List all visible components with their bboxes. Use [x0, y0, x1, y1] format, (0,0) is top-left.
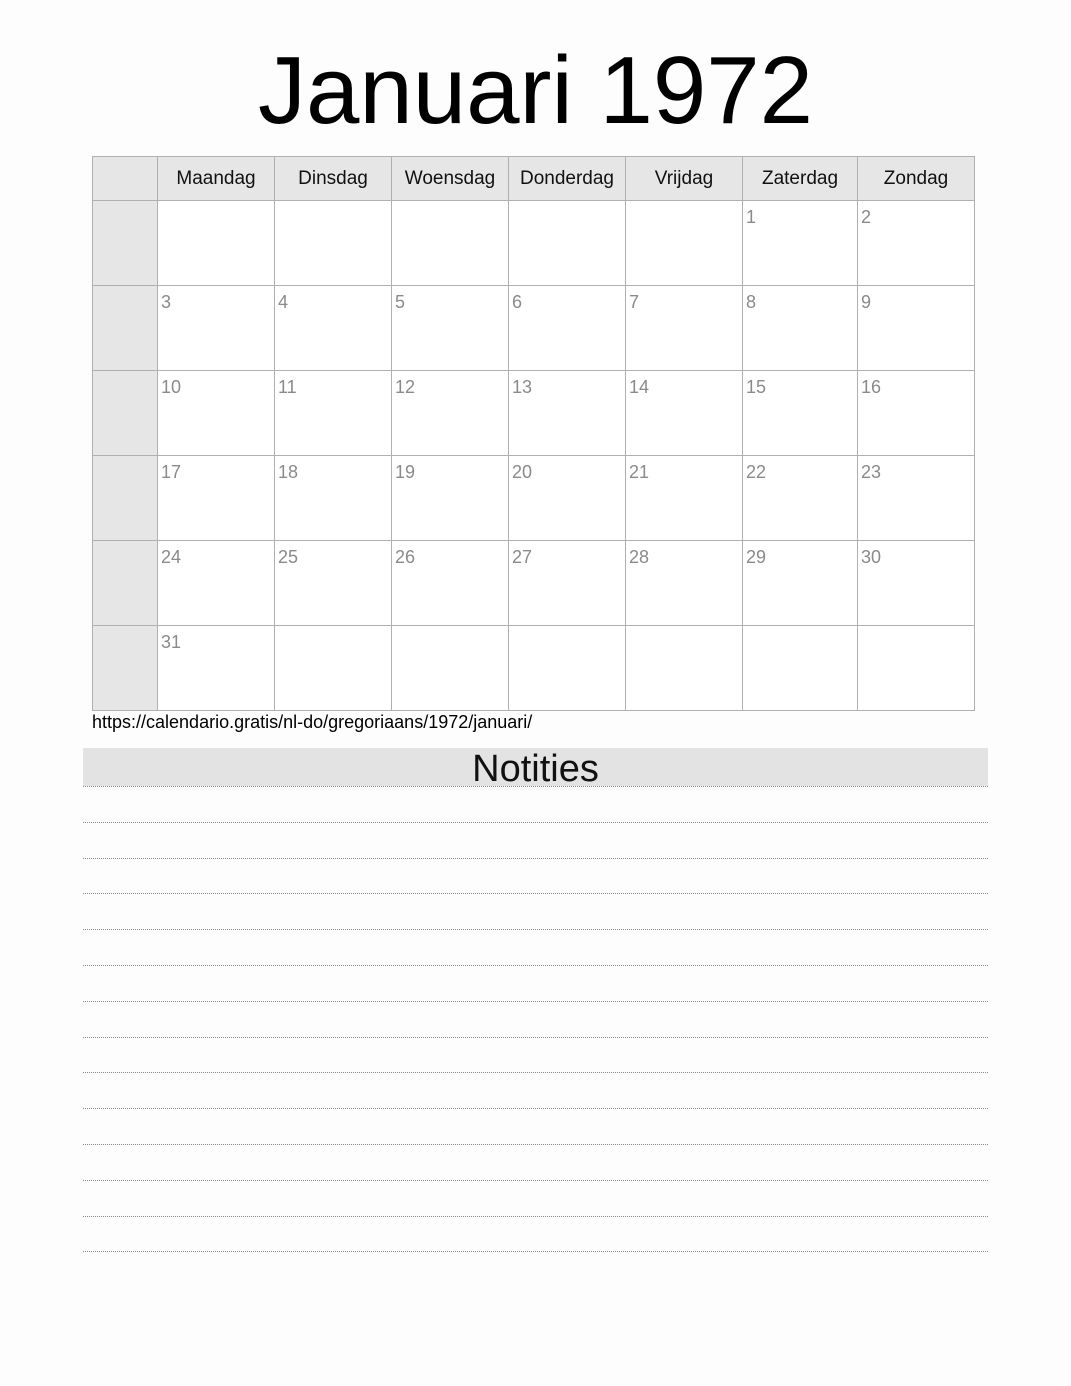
day-cell: [858, 201, 975, 286]
day-number: 21: [629, 462, 650, 482]
note-line: [83, 822, 988, 823]
week-side-cell: [93, 201, 158, 286]
day-number: [509, 626, 625, 632]
weekday-header: Dinsdag: [275, 157, 392, 201]
day-cell: [158, 626, 275, 711]
week-column-header: [93, 157, 158, 201]
day-cell: [509, 201, 626, 286]
week-side-cell: [93, 541, 158, 626]
day-cell: [392, 371, 509, 456]
day-cell: [275, 541, 392, 626]
day-cell: [509, 371, 626, 456]
day-number: 1: [746, 207, 757, 227]
day-number: 19: [395, 462, 416, 482]
day-cell: [509, 286, 626, 371]
day-number: [858, 626, 974, 632]
weekday-header-row: [93, 157, 975, 201]
note-line: [83, 1072, 988, 1073]
day-cell: [275, 286, 392, 371]
weekday-header: Donderdag: [509, 157, 626, 201]
day-cell: [392, 201, 509, 286]
day-cell: [858, 371, 975, 456]
day-cell: [392, 626, 509, 711]
day-cell: [626, 286, 743, 371]
day-cell: [626, 541, 743, 626]
day-number: 30: [861, 547, 882, 567]
day-number: 13: [512, 377, 533, 397]
week-row: [93, 371, 975, 456]
weekday-header: Maandag: [158, 157, 275, 201]
day-cell: [392, 286, 509, 371]
note-line: [83, 1144, 988, 1145]
day-number: 9: [861, 292, 872, 312]
day-cell: [158, 541, 275, 626]
day-number: 28: [629, 547, 650, 567]
day-number: 16: [861, 377, 882, 397]
day-cell: [626, 626, 743, 711]
day-cell: [509, 456, 626, 541]
day-number: 8: [746, 292, 757, 312]
note-line: [83, 1001, 988, 1002]
day-cell: [743, 371, 858, 456]
note-line: [83, 786, 988, 787]
day-cell: [158, 201, 275, 286]
week-side-cell: [93, 456, 158, 541]
day-cell: [858, 626, 975, 711]
day-number: [509, 201, 625, 207]
day-cell: [392, 456, 509, 541]
day-cell: [743, 626, 858, 711]
day-number: [392, 626, 508, 632]
day-cell: [158, 371, 275, 456]
day-number: 14: [629, 377, 650, 397]
week-side-cell: [93, 286, 158, 371]
day-number: 2: [861, 207, 872, 227]
day-cell: [509, 626, 626, 711]
weekday-header: Woensdag: [392, 157, 509, 201]
note-line: [83, 1037, 988, 1038]
day-number: 5: [395, 292, 406, 312]
day-cell: [275, 201, 392, 286]
day-number: 18: [278, 462, 299, 482]
week-row: [93, 626, 975, 711]
day-cell: [158, 456, 275, 541]
weekday-header: Zaterdag: [743, 157, 858, 201]
weekday-header: Zondag: [858, 157, 975, 201]
day-cell: [743, 286, 858, 371]
day-number: 26: [395, 547, 416, 567]
day-cell: [275, 456, 392, 541]
day-number: 31: [161, 632, 182, 652]
day-number: [275, 201, 391, 207]
day-cell: [743, 541, 858, 626]
day-number: [743, 626, 857, 632]
day-number: 24: [161, 547, 182, 567]
day-number: 17: [161, 462, 182, 482]
note-line: [83, 965, 988, 966]
week-row: [93, 201, 975, 286]
day-cell: [626, 371, 743, 456]
notes-heading: Notities: [83, 748, 988, 786]
note-line: [83, 1216, 988, 1217]
week-side-cell: [93, 371, 158, 456]
day-number: 7: [629, 292, 640, 312]
day-number: [158, 201, 274, 207]
day-number: 23: [861, 462, 882, 482]
day-cell: [509, 541, 626, 626]
day-cell: [158, 286, 275, 371]
source-url: https://calendario.gratis/nl-do/gregoriaans/1972/januari/: [92, 712, 533, 732]
day-cell: [275, 371, 392, 456]
day-number: 15: [746, 377, 767, 397]
day-cell: [743, 456, 858, 541]
day-number: 22: [746, 462, 767, 482]
note-line: [83, 1251, 988, 1252]
day-cell: [858, 541, 975, 626]
day-number: 4: [278, 292, 289, 312]
day-number: 10: [161, 377, 182, 397]
weekday-header: Vrijdag: [626, 157, 743, 201]
day-number: [392, 201, 508, 207]
day-cell: [858, 456, 975, 541]
day-number: 29: [746, 547, 767, 567]
day-cell: [626, 456, 743, 541]
week-row: [93, 286, 975, 371]
day-number: [626, 626, 742, 632]
day-number: [275, 626, 391, 632]
day-number: 25: [278, 547, 299, 567]
day-cell: [743, 201, 858, 286]
note-line: [83, 1108, 988, 1109]
note-line: [83, 858, 988, 859]
day-cell: [626, 201, 743, 286]
day-number: 11: [278, 377, 297, 397]
page-title: Januari 1972: [257, 37, 814, 144]
note-line: [83, 893, 988, 894]
day-number: 12: [395, 377, 416, 397]
day-number: 6: [512, 292, 523, 312]
note-line: [83, 929, 988, 930]
day-number: 3: [161, 292, 172, 312]
day-number: 20: [512, 462, 533, 482]
note-line: [83, 1180, 988, 1181]
day-cell: [392, 541, 509, 626]
week-row: [93, 541, 975, 626]
day-number: 27: [512, 547, 533, 567]
week-row: [93, 456, 975, 541]
day-cell: [275, 626, 392, 711]
week-side-cell: [93, 626, 158, 711]
day-cell: [858, 286, 975, 371]
day-number: [626, 201, 742, 207]
calendar-grid: [92, 156, 975, 711]
